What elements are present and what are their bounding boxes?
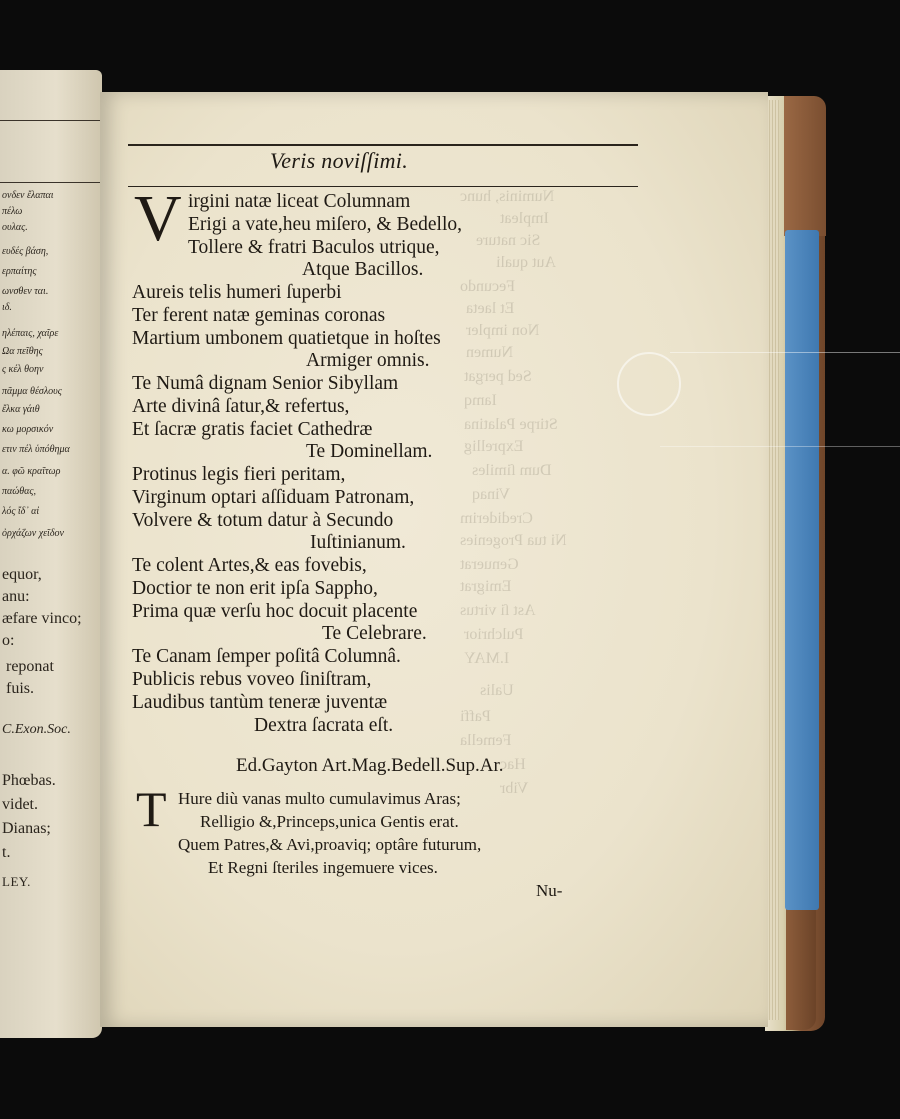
bleed-through-text: Ast ſi virtus xyxy=(460,602,536,619)
left-greek-line: ἔλκα γάιθ xyxy=(2,404,40,415)
bleed-through-text: Sed pergat xyxy=(464,368,532,385)
poem-line: Atque Bacillos. xyxy=(302,259,424,280)
poem-line: Publicis rebus voveo ſiniſtram, xyxy=(132,669,372,690)
bleed-through-text: Femella xyxy=(460,732,512,749)
poem-line: irgini natæ liceat Columnam xyxy=(188,191,411,212)
left-greek-line: ερπαίτης xyxy=(2,266,37,277)
left-facing-page xyxy=(0,70,102,1038)
poem-line: Te Numâ dignam Senior Sibyllam xyxy=(132,373,399,394)
header-rule-bottom xyxy=(128,186,638,187)
left-latin-line: reponat xyxy=(6,658,54,675)
poem-line: Ter ferent natæ geminas coronas xyxy=(132,305,386,326)
bleed-through-text: Genuerat xyxy=(460,556,519,573)
bleed-through-text: Et laeta xyxy=(466,300,515,317)
author-signature: Ed.Gayton Art.Mag.Bedell.Sup.Ar. xyxy=(236,755,504,776)
drop-cap-v: V xyxy=(134,182,182,255)
bleed-through-text: Ualis xyxy=(480,682,514,699)
left-greek-line: ς κέλ θοην xyxy=(2,364,44,375)
left-latin-line: o: xyxy=(2,632,15,649)
poem-line: Te Celebrare. xyxy=(322,623,427,644)
clip-wire xyxy=(670,352,900,353)
bleed-through-text: Hac xyxy=(500,756,526,773)
left-greek-line: ὀρχάζων χεῖδον xyxy=(2,528,64,539)
poem-line: Virginum optari aſſiduam Patronam, xyxy=(132,487,415,508)
clip-ring-icon xyxy=(617,352,681,416)
left-greek-line: παώθας, xyxy=(2,486,36,497)
poem-line: Protinus legis fieri peritam, xyxy=(132,464,346,485)
poem-line: Relligio &,Princeps,unica Gentis erat. xyxy=(200,812,459,831)
bleed-through-text: I.MAY xyxy=(464,650,510,667)
poem-line: Laudibus tantùm teneræ juventæ xyxy=(132,692,388,713)
left-greek-line: λός ἴδ᾽ αἰ xyxy=(2,506,40,517)
left-latin-line: æfare vinco; xyxy=(2,610,82,627)
poem-line: Hure diù vanas multo cumulavimus Aras; xyxy=(178,789,461,808)
left-greek-line: ωνσθεν ται. xyxy=(2,286,49,297)
left-greek-line: κω μορσικόν xyxy=(2,424,54,435)
left-greek-line: ιδ. xyxy=(2,302,12,313)
poem-line: Aureis telis humeri ſuperbi xyxy=(132,282,342,303)
bleed-through-text: Numen xyxy=(466,344,514,361)
poem-line: Arte divinâ ſatur,& refertus, xyxy=(132,396,350,417)
poem-line: Armiger omnis. xyxy=(306,350,430,371)
poem-line: Iuſtinianum. xyxy=(310,532,406,553)
poem-line: Tollere & fratri Baculos utrique, xyxy=(188,237,440,258)
left-latin-line: anu: xyxy=(2,588,30,605)
left-greek-line: α. φῶ κραῖτωρ xyxy=(2,466,61,477)
left-greek-line: ηλέπαις, χαῖρε xyxy=(2,328,59,339)
bleed-through-text: Impleat xyxy=(500,210,549,227)
left-latin-line: equor, xyxy=(2,566,42,583)
bleed-through-text: Vibr xyxy=(500,780,529,797)
left-greek-line: ουλας. xyxy=(2,222,28,233)
bleed-through-text: Dum ſimiles xyxy=(472,462,552,479)
bleed-through-text: Non impler xyxy=(466,322,540,339)
header-rule-top xyxy=(128,144,638,146)
poem-line: Te Canam ſemper poſitâ Columnâ. xyxy=(132,646,401,667)
main-page xyxy=(100,92,768,1027)
running-header: Veris noviſſimi. xyxy=(270,148,409,173)
left-page-rule xyxy=(0,182,102,183)
poem-line: Martium umbonem quatietque in hoſtes xyxy=(132,328,441,349)
poem-line: Erigi a vate,heu miſero, & Bedello, xyxy=(188,214,462,235)
blue-ribbon-band xyxy=(785,230,819,910)
left-greek-line: πᾶμμα θέσλους xyxy=(2,386,62,397)
bleed-through-text: Stirpe Palatina xyxy=(464,416,558,433)
poem-line: Dextra ſacrata eſt. xyxy=(254,715,394,736)
left-latin-line: C.Exon.Soc. xyxy=(2,722,71,737)
poem-line: Et Regni ſteriles ingemuere vices. xyxy=(208,858,438,877)
poem-line: Et ſacræ gratis faciet Cathedræ xyxy=(132,419,373,440)
left-greek-line: ονδεν ἔλαπαι xyxy=(2,190,54,201)
left-greek-line: Ωα πεῖθης xyxy=(2,346,43,357)
leather-binding-bottom xyxy=(786,905,816,1030)
leather-binding-top xyxy=(784,96,826,236)
left-latin-line: t. xyxy=(2,844,11,861)
bleed-through-text: Numinis, hunc xyxy=(460,188,555,205)
left-greek-line: πέλω xyxy=(2,206,23,217)
left-latin-line: videt. xyxy=(2,796,38,813)
poem-line: Prima quæ verſu hoc docuit placente xyxy=(132,601,418,622)
bleed-through-text: Exprellig xyxy=(464,438,524,455)
left-latin-line: LEY. xyxy=(2,874,31,889)
bleed-through-text: Pulchrior xyxy=(464,626,524,643)
left-latin-line: fuis. xyxy=(6,680,34,697)
poem-line: Doctior te non erit ipſa Sappho, xyxy=(132,578,378,599)
poem-line: Quem Patres,& Avi,proaviq; optâre futurum, xyxy=(178,835,482,854)
clip-wire xyxy=(660,446,900,447)
bleed-through-text: Ni tua Progenies xyxy=(460,532,567,549)
poem-line: Te Dominellam. xyxy=(306,441,433,462)
bleed-through-text: Fecundo xyxy=(460,278,516,295)
bleed-through-text: Crediderim xyxy=(460,510,533,527)
bleed-through-text: Sic nature xyxy=(476,232,541,249)
poem-line: Te colent Artes,& eas fovebis, xyxy=(132,555,367,576)
bleed-through-text: Iamq xyxy=(464,392,497,409)
left-page-rule xyxy=(0,120,102,121)
bleed-through-text: Paffi xyxy=(460,708,491,725)
bleed-through-text: Aut quali xyxy=(496,254,556,271)
bleed-through-text: Vinaq xyxy=(472,486,511,503)
bleed-through-text: Emigrat xyxy=(460,578,512,595)
left-greek-line: ετιν πέλ ὑπόθημα xyxy=(2,444,70,455)
catchword: Nu- xyxy=(536,881,563,900)
left-greek-line: ευδές βάση, xyxy=(2,246,49,257)
left-latin-line: Phœbas. xyxy=(2,772,56,789)
poem-line: Volvere & totum datur à Secundo xyxy=(132,510,394,531)
left-latin-line: Dianas; xyxy=(2,820,51,837)
drop-cap-t: T xyxy=(136,781,167,837)
